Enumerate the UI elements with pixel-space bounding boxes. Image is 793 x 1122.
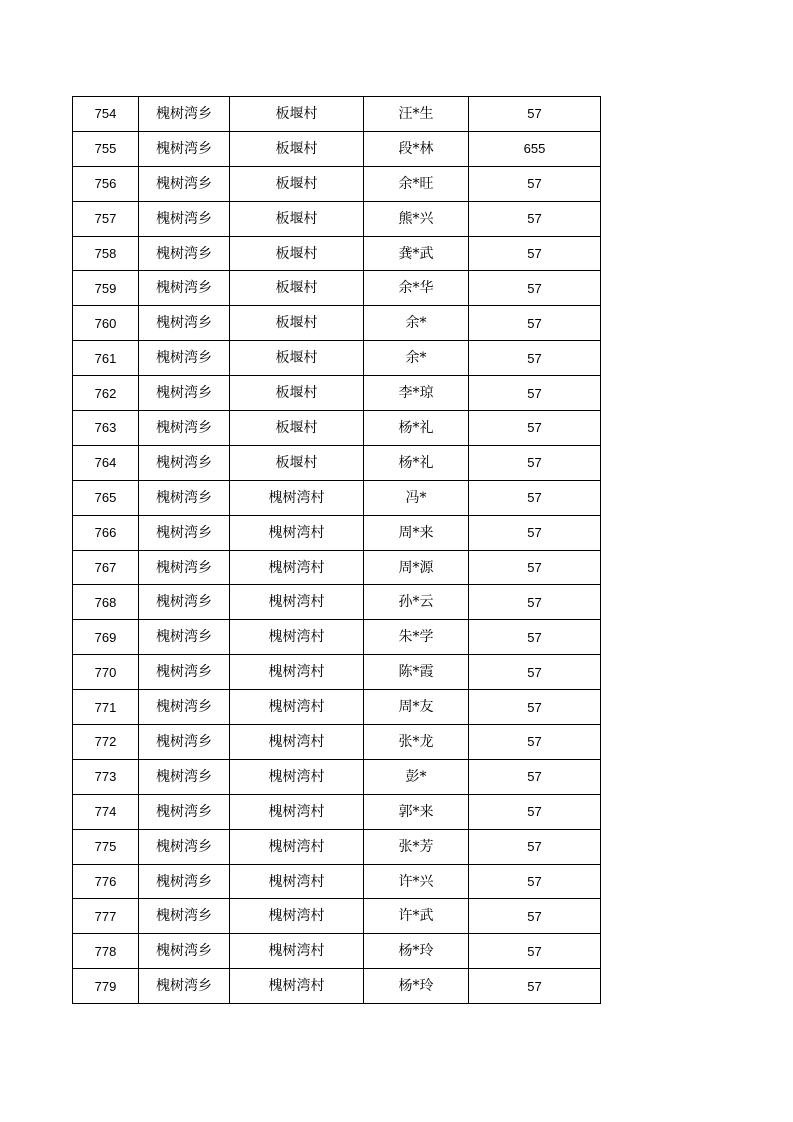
village-cell: 板堰村 xyxy=(230,271,364,306)
amount-cell: 57 xyxy=(469,585,601,620)
row-number-cell: 758 xyxy=(73,236,139,271)
person-name-cell: 孙*云 xyxy=(364,585,469,620)
amount-cell: 57 xyxy=(469,515,601,550)
amount-cell: 57 xyxy=(469,620,601,655)
person-name-cell: 张*芳 xyxy=(364,829,469,864)
township-cell: 槐树湾乡 xyxy=(139,515,230,550)
person-name-cell: 杨*礼 xyxy=(364,445,469,480)
township-cell: 槐树湾乡 xyxy=(139,201,230,236)
table-row xyxy=(73,899,601,934)
row-number-cell: 771 xyxy=(73,690,139,725)
data-table xyxy=(72,96,601,1004)
row-number-cell: 770 xyxy=(73,655,139,690)
amount-cell: 57 xyxy=(469,899,601,934)
village-cell: 槐树湾村 xyxy=(230,585,364,620)
amount-cell: 57 xyxy=(469,376,601,411)
table-row xyxy=(73,620,601,655)
amount-cell: 57 xyxy=(469,690,601,725)
village-cell: 板堰村 xyxy=(230,341,364,376)
township-cell: 槐树湾乡 xyxy=(139,794,230,829)
table-row xyxy=(73,166,601,201)
row-number-cell: 776 xyxy=(73,864,139,899)
row-number-cell: 760 xyxy=(73,306,139,341)
table-row xyxy=(73,794,601,829)
person-name-cell: 杨*玲 xyxy=(364,934,469,969)
row-number-cell: 764 xyxy=(73,445,139,480)
row-number-cell: 765 xyxy=(73,480,139,515)
amount-cell: 57 xyxy=(469,271,601,306)
table-row xyxy=(73,934,601,969)
amount-cell: 57 xyxy=(469,759,601,794)
row-number-cell: 759 xyxy=(73,271,139,306)
amount-cell: 57 xyxy=(469,306,601,341)
amount-cell: 57 xyxy=(469,655,601,690)
table-row xyxy=(73,864,601,899)
table-row xyxy=(73,445,601,480)
village-cell: 槐树湾村 xyxy=(230,550,364,585)
amount-cell: 57 xyxy=(469,934,601,969)
table-row xyxy=(73,236,601,271)
village-cell: 槐树湾村 xyxy=(230,969,364,1004)
township-cell: 槐树湾乡 xyxy=(139,690,230,725)
row-number-cell: 772 xyxy=(73,725,139,760)
amount-cell: 57 xyxy=(469,829,601,864)
township-cell: 槐树湾乡 xyxy=(139,620,230,655)
row-number-cell: 774 xyxy=(73,794,139,829)
person-name-cell: 汪*生 xyxy=(364,97,469,132)
row-number-cell: 769 xyxy=(73,620,139,655)
amount-cell: 57 xyxy=(469,166,601,201)
township-cell: 槐树湾乡 xyxy=(139,97,230,132)
township-cell: 槐树湾乡 xyxy=(139,376,230,411)
table-row xyxy=(73,306,601,341)
row-number-cell: 768 xyxy=(73,585,139,620)
row-number-cell: 773 xyxy=(73,759,139,794)
township-cell: 槐树湾乡 xyxy=(139,236,230,271)
village-cell: 板堰村 xyxy=(230,376,364,411)
township-cell: 槐树湾乡 xyxy=(139,969,230,1004)
person-name-cell: 冯* xyxy=(364,480,469,515)
person-name-cell: 李*琼 xyxy=(364,376,469,411)
village-cell: 槐树湾村 xyxy=(230,620,364,655)
person-name-cell: 余*华 xyxy=(364,271,469,306)
person-name-cell: 周*来 xyxy=(364,515,469,550)
table-row xyxy=(73,725,601,760)
row-number-cell: 756 xyxy=(73,166,139,201)
township-cell: 槐树湾乡 xyxy=(139,899,230,934)
table-row xyxy=(73,759,601,794)
row-number-cell: 778 xyxy=(73,934,139,969)
village-cell: 板堰村 xyxy=(230,445,364,480)
village-cell: 板堰村 xyxy=(230,166,364,201)
table-row xyxy=(73,97,601,132)
amount-cell: 57 xyxy=(469,794,601,829)
township-cell: 槐树湾乡 xyxy=(139,725,230,760)
village-cell: 板堰村 xyxy=(230,201,364,236)
person-name-cell: 许*武 xyxy=(364,899,469,934)
person-name-cell: 彭* xyxy=(364,759,469,794)
row-number-cell: 777 xyxy=(73,899,139,934)
amount-cell: 57 xyxy=(469,201,601,236)
township-cell: 槐树湾乡 xyxy=(139,271,230,306)
person-name-cell: 陈*霞 xyxy=(364,655,469,690)
village-cell: 槐树湾村 xyxy=(230,934,364,969)
village-cell: 槐树湾村 xyxy=(230,655,364,690)
village-cell: 槐树湾村 xyxy=(230,794,364,829)
person-name-cell: 余* xyxy=(364,341,469,376)
township-cell: 槐树湾乡 xyxy=(139,166,230,201)
village-cell: 板堰村 xyxy=(230,236,364,271)
table-row xyxy=(73,829,601,864)
amount-cell: 57 xyxy=(469,969,601,1004)
row-number-cell: 766 xyxy=(73,515,139,550)
person-name-cell: 郭*来 xyxy=(364,794,469,829)
township-cell: 槐树湾乡 xyxy=(139,829,230,864)
row-number-cell: 763 xyxy=(73,411,139,446)
table-row xyxy=(73,969,601,1004)
township-cell: 槐树湾乡 xyxy=(139,131,230,166)
amount-cell: 57 xyxy=(469,480,601,515)
amount-cell: 57 xyxy=(469,445,601,480)
person-name-cell: 余*旺 xyxy=(364,166,469,201)
table-row xyxy=(73,480,601,515)
township-cell: 槐树湾乡 xyxy=(139,480,230,515)
amount-cell: 57 xyxy=(469,411,601,446)
amount-cell: 57 xyxy=(469,236,601,271)
township-cell: 槐树湾乡 xyxy=(139,934,230,969)
table-row xyxy=(73,411,601,446)
township-cell: 槐树湾乡 xyxy=(139,759,230,794)
person-name-cell: 熊*兴 xyxy=(364,201,469,236)
person-name-cell: 许*兴 xyxy=(364,864,469,899)
village-cell: 槐树湾村 xyxy=(230,515,364,550)
table-row xyxy=(73,550,601,585)
table-body xyxy=(73,97,601,1004)
amount-cell: 57 xyxy=(469,550,601,585)
row-number-cell: 754 xyxy=(73,97,139,132)
person-name-cell: 段*林 xyxy=(364,131,469,166)
village-cell: 槐树湾村 xyxy=(230,690,364,725)
row-number-cell: 775 xyxy=(73,829,139,864)
person-name-cell: 杨*礼 xyxy=(364,411,469,446)
village-cell: 槐树湾村 xyxy=(230,480,364,515)
row-number-cell: 767 xyxy=(73,550,139,585)
table-row xyxy=(73,131,601,166)
township-cell: 槐树湾乡 xyxy=(139,585,230,620)
village-cell: 板堰村 xyxy=(230,411,364,446)
township-cell: 槐树湾乡 xyxy=(139,306,230,341)
amount-cell: 57 xyxy=(469,341,601,376)
township-cell: 槐树湾乡 xyxy=(139,864,230,899)
township-cell: 槐树湾乡 xyxy=(139,550,230,585)
person-name-cell: 周*源 xyxy=(364,550,469,585)
table-row xyxy=(73,690,601,725)
row-number-cell: 761 xyxy=(73,341,139,376)
village-cell: 板堰村 xyxy=(230,131,364,166)
table-row xyxy=(73,271,601,306)
table-row xyxy=(73,515,601,550)
table-row xyxy=(73,655,601,690)
township-cell: 槐树湾乡 xyxy=(139,655,230,690)
amount-cell: 655 xyxy=(469,131,601,166)
township-cell: 槐树湾乡 xyxy=(139,341,230,376)
table-row xyxy=(73,585,601,620)
row-number-cell: 779 xyxy=(73,969,139,1004)
table-row xyxy=(73,376,601,411)
table-row xyxy=(73,201,601,236)
township-cell: 槐树湾乡 xyxy=(139,445,230,480)
row-number-cell: 762 xyxy=(73,376,139,411)
person-name-cell: 朱*学 xyxy=(364,620,469,655)
village-cell: 槐树湾村 xyxy=(230,899,364,934)
person-name-cell: 龚*武 xyxy=(364,236,469,271)
village-cell: 板堰村 xyxy=(230,97,364,132)
village-cell: 槐树湾村 xyxy=(230,759,364,794)
row-number-cell: 755 xyxy=(73,131,139,166)
village-cell: 板堰村 xyxy=(230,306,364,341)
amount-cell: 57 xyxy=(469,864,601,899)
person-name-cell: 余* xyxy=(364,306,469,341)
row-number-cell: 757 xyxy=(73,201,139,236)
amount-cell: 57 xyxy=(469,97,601,132)
table-row xyxy=(73,341,601,376)
village-cell: 槐树湾村 xyxy=(230,725,364,760)
amount-cell: 57 xyxy=(469,725,601,760)
person-name-cell: 周*友 xyxy=(364,690,469,725)
township-cell: 槐树湾乡 xyxy=(139,411,230,446)
village-cell: 槐树湾村 xyxy=(230,829,364,864)
person-name-cell: 杨*玲 xyxy=(364,969,469,1004)
person-name-cell: 张*龙 xyxy=(364,725,469,760)
village-cell: 槐树湾村 xyxy=(230,864,364,899)
